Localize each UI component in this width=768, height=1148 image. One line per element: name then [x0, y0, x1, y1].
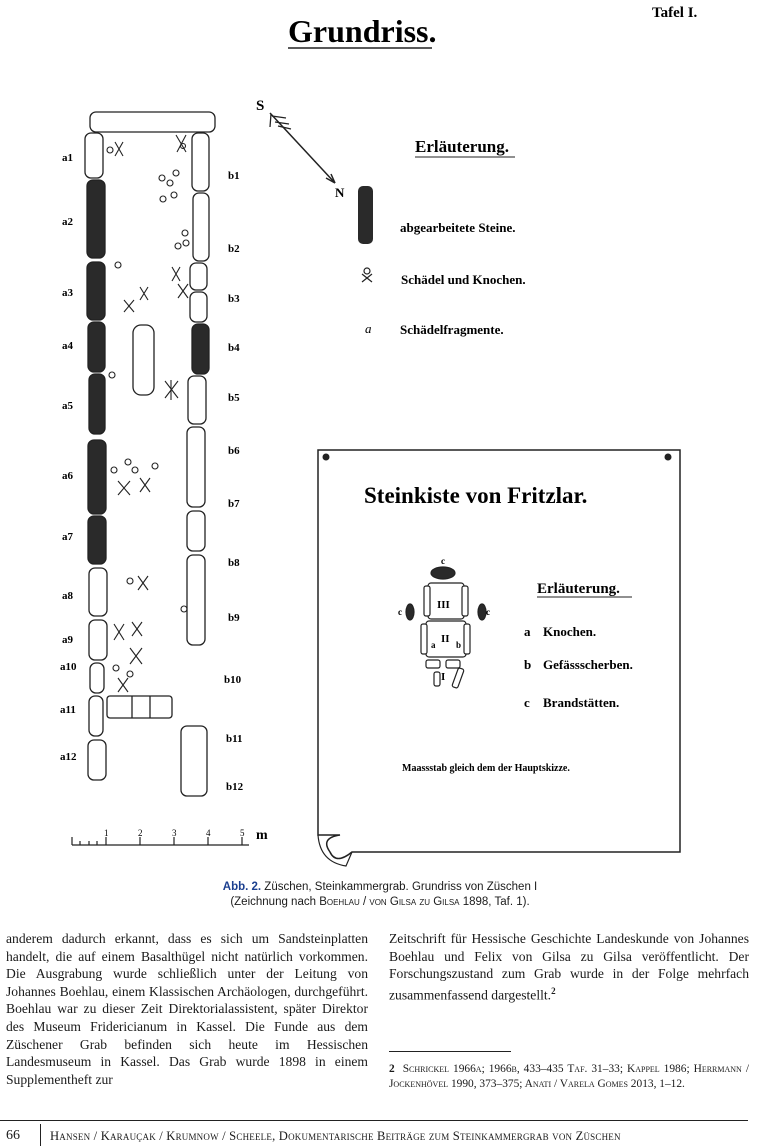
- inset-mark-c-left: c: [398, 607, 402, 617]
- compass-s-label: S: [256, 98, 265, 114]
- svg-text:a3: a3: [62, 287, 73, 299]
- footnote-text: Schrickel 1966a; 1966b, 433–435 Taf. 31–33; Kappel 1986; Herrmann / Jockenhövel 1990, 373–375; Anati / Varela Gomes 2013, 1–12.: [389, 1063, 749, 1091]
- svg-text:b3: b3: [228, 293, 240, 305]
- inset-title: Steinkiste von Fritzlar.: [364, 483, 588, 508]
- svg-text:a5: a5: [62, 400, 73, 412]
- svg-text:a8: a8: [62, 590, 73, 602]
- svg-text:a12: a12: [60, 751, 77, 763]
- svg-text:b2: b2: [228, 243, 240, 255]
- footnote-divider: [389, 1051, 511, 1052]
- svg-text:3: 3: [172, 828, 177, 838]
- caption-line-2-post: 1898, Taf. 1).: [459, 896, 530, 908]
- inset-item-a: Knochen.: [543, 624, 597, 639]
- legend-skull-icon: [362, 268, 372, 282]
- svg-text:a2: a2: [62, 216, 73, 228]
- compass-n-label: N: [335, 185, 345, 200]
- caption-line-2-pre: (Zeichnung nach: [230, 896, 320, 908]
- caption-authors: Boehlau / von Gilsa zu Gilsa: [319, 896, 460, 908]
- inset-heading: Erläuterung.: [537, 581, 620, 597]
- legend-item-skull: Schädel und Knochen.: [401, 272, 526, 287]
- footnote: [389, 1062, 749, 1092]
- svg-text:b9: b9: [228, 612, 240, 624]
- body-column-right-text: Zeitschrift für Hessische Geschichte Landeskunde von Johannes Boehlau und Felix von Gilsa zu Gilsa veröffentlicht. Der Forschungszustand zum Grab wurde in der Folge mehrfach zusammenfassend dargestellt.: [389, 931, 749, 1003]
- svg-text:1: 1: [104, 828, 109, 838]
- running-head: Hansen / Karauçak / Krumnow / Scheele, Dokumentarische Beiträge zum Steinkammergrab von Züschen: [50, 1129, 621, 1143]
- page-number: 66: [6, 1128, 20, 1143]
- inset-item-c: Brandstätten.: [543, 695, 620, 710]
- svg-text:b10: b10: [224, 674, 242, 686]
- svg-text:4: 4: [206, 828, 211, 838]
- caption-line-1: Züschen, Steinkammergrab. Grundriss von Züschen I: [261, 881, 538, 893]
- footnote-number: 2: [389, 1063, 395, 1075]
- labels-a: [60, 152, 77, 763]
- legend-item-stone: abgearbeitete Steine.: [400, 220, 516, 235]
- footnote-ref[interactable]: 2: [551, 985, 556, 996]
- legend-stone-swatch: [358, 186, 373, 244]
- inset-footer: Maassstab gleich dem der Hauptskizze.: [402, 763, 570, 774]
- body-column-left: anderem dadurch erkannt, dass es sich um Sandsteinplatten handelt, die auf einem Basalthügel nicht natürlich vorkommen. Die Ausgrabung wurde schließlich unter der Leitung von Johannes Boehlau, einem Klassischen Archäologen, durchgeführt. Boehlau war zu dieser Zeit Direktorialassistent, später Direktor des Museum Fridericianum in Kassel. Die Funde aus dem Züschener Grab befinden sich heute im Hessischen Landesmuseum in Kassel. Das Grab wurde 1898 in einem Supplementheft zur: [6, 931, 368, 1087]
- labels-b: [224, 170, 244, 793]
- svg-text:2: 2: [138, 828, 143, 838]
- svg-text:a7: a7: [62, 531, 73, 543]
- svg-text:a6: a6: [62, 470, 73, 482]
- inset-roman-iii: III: [437, 599, 450, 611]
- inset-key-b: b: [524, 657, 532, 672]
- inset-roman-ii: II: [441, 633, 450, 645]
- body-column-right: [389, 930, 749, 1004]
- inset-mark-c-right: c: [486, 607, 490, 617]
- plate-tafel-label: Tafel I.: [652, 5, 698, 21]
- svg-text:b1: b1: [228, 170, 240, 182]
- svg-text:b5: b5: [228, 392, 240, 404]
- skull-and-bone-marks: [107, 135, 189, 692]
- svg-text:b4: b4: [228, 342, 240, 354]
- legend-fragment-icon: a: [365, 321, 372, 336]
- inset-item-b: Gefässscherben.: [543, 657, 633, 672]
- footer-separator: [40, 1124, 41, 1146]
- inset-mark-b: b: [456, 640, 462, 650]
- scale-bar: [72, 837, 249, 845]
- svg-text:a11: a11: [60, 704, 76, 716]
- footer-divider: [0, 1120, 748, 1121]
- svg-text:b6: b6: [228, 445, 240, 457]
- svg-text:b12: b12: [226, 781, 244, 793]
- svg-text:a4: a4: [62, 340, 73, 352]
- svg-text:a9: a9: [62, 634, 73, 646]
- legend-heading: Erläuterung.: [415, 137, 509, 156]
- svg-text:b11: b11: [226, 733, 243, 745]
- svg-text:a1: a1: [62, 152, 73, 164]
- svg-text:b7: b7: [228, 498, 240, 510]
- inset-key-c: c: [524, 695, 530, 710]
- inset-roman-i: I: [441, 671, 446, 683]
- svg-text:a10: a10: [60, 661, 77, 673]
- svg-text:b8: b8: [228, 557, 240, 569]
- inset-key-a: a: [524, 624, 531, 639]
- compass-arrow-icon: [270, 113, 335, 183]
- legend-item-fragment: Schädelfragmente.: [400, 322, 504, 337]
- caption-figure-number: Abb. 2.: [222, 881, 262, 893]
- figure-caption: [180, 880, 580, 910]
- scale-unit: m: [256, 828, 268, 843]
- inset-mark-c-top: c: [441, 556, 445, 566]
- scale-ticks: [104, 828, 268, 843]
- plate-title: Grundriss.: [288, 13, 437, 49]
- inset-mark-a: a: [431, 640, 436, 650]
- svg-text:5: 5: [240, 828, 245, 838]
